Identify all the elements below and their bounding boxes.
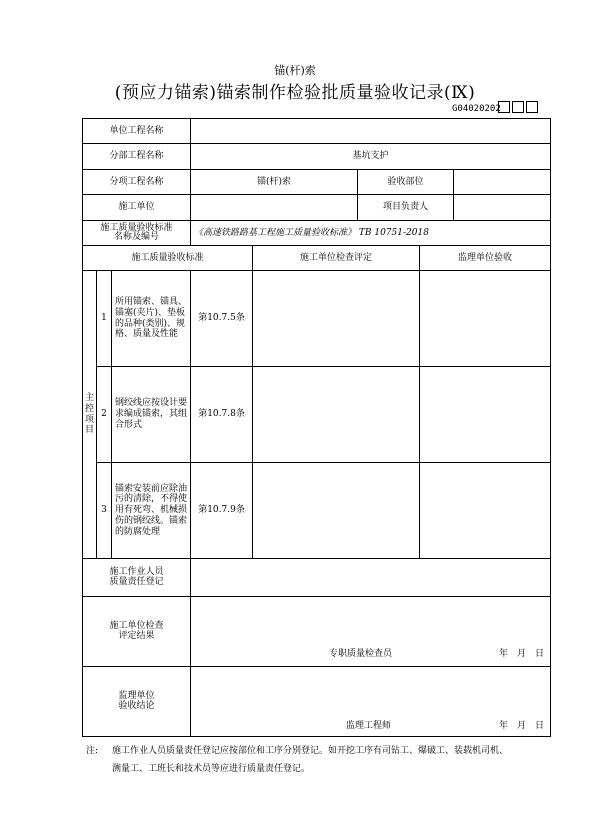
division-value[interactable]: 基坑支护 (191, 144, 551, 170)
project-manager-label: 项目负责人 (358, 195, 454, 221)
subdivision-value[interactable]: 锚(杆)索 (191, 170, 358, 195)
item-number: 2 (97, 367, 112, 463)
form-title: (预应力锚索)锚索制作检验批质量验收记录(Ⅸ) (114, 83, 476, 103)
worker-registration-value[interactable] (191, 559, 551, 597)
item-clause: 第10.7.8条 (191, 367, 253, 463)
serial-number-boxes[interactable] (498, 101, 538, 113)
footnote-line2: 测量工、工班长和技术员等应进行质量责任登记。 (112, 764, 311, 774)
unit-project-value[interactable] (191, 119, 551, 144)
standard-name-value[interactable]: 《高速铁路路基工程施工质量验收标准》 TB 10751-2018 (191, 221, 551, 246)
table-row (83, 367, 551, 463)
col-header-construction-eval: 施工单位检查评定 (253, 246, 420, 271)
supervision-conclusion-value[interactable] (191, 667, 551, 737)
category-label: 主控项目 (84, 392, 94, 436)
construction-eval-result-value[interactable] (191, 597, 551, 667)
item-clause: 第10.7.5条 (191, 271, 253, 367)
serial-box[interactable] (526, 101, 538, 113)
item-supervision[interactable] (420, 367, 551, 463)
item-supervision[interactable] (420, 463, 551, 559)
supervision-conclusion-label (83, 667, 191, 737)
inspection-date[interactable]: 年 月 日 (499, 649, 545, 660)
construction-unit-value[interactable] (191, 195, 358, 221)
construction-eval-result-label (83, 597, 191, 667)
item-construction-eval[interactable] (253, 271, 420, 367)
inspector-label: 专职质量检查员 (329, 649, 393, 660)
item-number: 1 (97, 271, 112, 367)
inspection-record-table (82, 118, 551, 737)
table-row (83, 463, 551, 559)
standard-name-label-line1: 施工质量验收标准 (100, 222, 173, 233)
worker-label-line1: 施工作业人员 (109, 566, 164, 577)
footnote-line1: 施工作业人员质量责任登记应按部位和工序分别登记。如开挖工序有司钻工、爆破工、装载机司机、 (112, 746, 509, 756)
standard-name-label (83, 221, 191, 246)
item-supervision[interactable] (420, 271, 551, 367)
item-construction-eval[interactable] (253, 463, 420, 559)
acceptance-part-value[interactable] (454, 170, 551, 195)
engineer-label: 监理工程师 (346, 721, 392, 732)
unit-project-label: 单位工程名称 (83, 119, 191, 144)
col-header-standard: 施工质量验收标准 (83, 246, 253, 271)
project-manager-value[interactable] (454, 195, 551, 221)
main-items-category (83, 271, 97, 559)
division-label: 分部工程名称 (83, 144, 191, 170)
item-text: 钢绞线应按设计要求编成锚索，其组合形式 (112, 367, 191, 463)
form-code: G04020202 (452, 104, 501, 114)
eval-label-line2: 评定结果 (118, 630, 155, 641)
serial-box[interactable] (512, 101, 524, 113)
form-subtitle: 锚(杆)索 (274, 64, 316, 77)
item-number: 3 (97, 463, 112, 559)
supervise-label-line1: 监理单位 (118, 690, 155, 701)
item-clause: 第10.7.9条 (191, 463, 253, 559)
eval-label-line1: 施工单位检查 (109, 620, 164, 631)
supervise-label-line2: 验收结论 (118, 700, 155, 711)
serial-box[interactable] (498, 101, 510, 113)
acceptance-part-label: 验收部位 (358, 170, 454, 195)
subdivision-label: 分项工程名称 (83, 170, 191, 195)
item-text: 锚索安装前应除油污的清除，不得使用有死弯、机械损伤的钢绞线。锚索的防腐处理 (112, 463, 191, 559)
item-text: 所用锚索、锚具、锚塞(夹片)、垫板的品种(类别)、规格、质量及性能 (112, 271, 191, 367)
footnote-prefix: 注: (86, 746, 99, 756)
footnote (86, 742, 556, 778)
construction-unit-label: 施工单位 (83, 195, 191, 221)
worker-label-line2: 质量责任登记 (109, 576, 164, 587)
table-row (83, 271, 551, 367)
col-header-supervision: 监理单位验收 (420, 246, 551, 271)
standard-name-label-line2: 名称及编号 (114, 232, 160, 242)
supervision-date[interactable]: 年 月 日 (499, 721, 545, 732)
item-construction-eval[interactable] (253, 367, 420, 463)
worker-registration-label (83, 559, 191, 597)
